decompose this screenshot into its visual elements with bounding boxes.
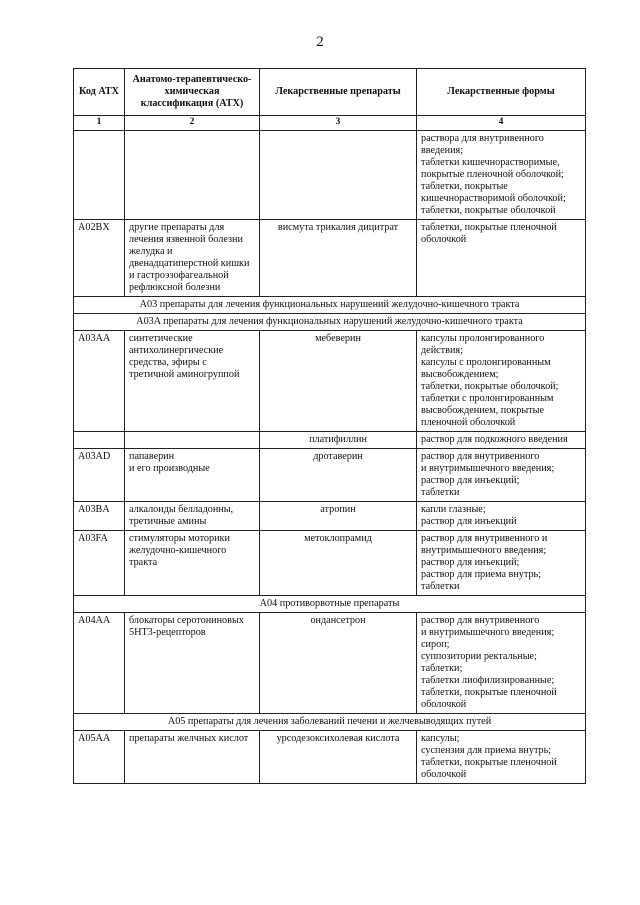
section-heading: A03 препараты для лечения функциональных нарушений желудочно-кишечного тракта: [74, 297, 586, 314]
dosage-form-line: таблетки, покрытые пленочной: [421, 222, 557, 233]
section-heading: A05 препараты для лечения заболеваний печени и желчевыводящих путей: [74, 714, 586, 731]
dosage-form-line: суппозитории ректальные;: [421, 651, 537, 662]
atx-code: A03AD: [74, 449, 125, 502]
atx-code: A05AA: [74, 731, 125, 784]
section-row: [74, 297, 586, 314]
column-number: 3: [260, 116, 417, 131]
classification-line: блокаторы серотониновых: [129, 615, 244, 626]
header-code: Код АТХ: [74, 69, 125, 116]
classification-line: синтетические: [129, 333, 193, 344]
drug-name: [260, 131, 417, 220]
dosage-form-line: раствор для инъекций;: [421, 557, 520, 568]
drug-name: висмута трикалия дицитрат: [260, 220, 417, 297]
atx-code: A03FA: [74, 531, 125, 596]
dosage-form-line: высвобождением, покрытые: [421, 405, 544, 416]
table-row: [74, 502, 586, 531]
classification-line: желудочно-кишечного: [129, 545, 227, 556]
dosage-form-line: таблетки, покрытые: [421, 181, 508, 192]
table-body: [74, 131, 586, 784]
section-row: [74, 596, 586, 613]
dosage-form-line: пленочной оболочкой: [421, 417, 516, 428]
dosage-form-line: раствор для инъекций;: [421, 475, 520, 486]
dosage-forms: [417, 331, 586, 432]
header-forms: Лекарственные формы: [417, 69, 586, 116]
dosage-forms: [417, 731, 586, 784]
dosage-forms: [417, 613, 586, 714]
classification-line: третичной аминогруппой: [129, 369, 240, 380]
classification-line: лечения язвенной болезни: [129, 234, 243, 245]
dosage-forms: [417, 449, 586, 502]
atx-classification: [125, 613, 260, 714]
classification-line: другие препараты для: [129, 222, 225, 233]
column-number: 4: [417, 116, 586, 131]
atx-classification: [125, 331, 260, 432]
section-row: [74, 314, 586, 331]
classification-line: и его производные: [129, 463, 210, 474]
table-row: [74, 331, 586, 432]
classification-line: папаверин: [129, 451, 175, 462]
drug-name: урсодезоксихолевая кислота: [260, 731, 417, 784]
atx-classification: [125, 731, 260, 784]
dosage-form-line: оболочкой: [421, 699, 467, 710]
atx-table: [73, 68, 586, 784]
column-number-row: [74, 116, 586, 131]
header-drugs: Лекарственные препараты: [260, 69, 417, 116]
classification-line: и гастроэзофагеальной: [129, 270, 229, 281]
dosage-form-line: высвобождением;: [421, 369, 499, 380]
classification-line: стимуляторы моторики: [129, 533, 230, 544]
dosage-form-line: внутримышечного введения;: [421, 545, 547, 556]
dosage-form-line: таблетки;: [421, 663, 463, 674]
dosage-form-line: раствор для приема внутрь;: [421, 569, 542, 580]
dosage-form-line: таблетки: [421, 487, 460, 498]
table-row: [74, 220, 586, 297]
dosage-form-line: капсулы с пролонгированным: [421, 357, 551, 368]
classification-line: желудка и: [129, 246, 173, 257]
classification-line: 5HT3-рецепторов: [129, 627, 206, 638]
atx-code: A03BA: [74, 502, 125, 531]
dosage-form-line: раствор для внутривенного: [421, 451, 540, 462]
atx-classification: [125, 502, 260, 531]
dosage-form-line: и внутримышечного введения;: [421, 627, 555, 638]
column-number: 1: [74, 116, 125, 131]
drug-name: дротаверин: [260, 449, 417, 502]
section-heading: A03A препараты для лечения функциональных нарушений желудочно-кишечного тракта: [74, 314, 586, 331]
table-row: [74, 449, 586, 502]
drug-name: платифиллин: [260, 432, 417, 449]
dosage-form-line: таблетки с пролонгированным: [421, 393, 554, 404]
section-row: [74, 714, 586, 731]
dosage-form-line: таблетки: [421, 581, 460, 592]
drug-name: метоклопрамид: [260, 531, 417, 596]
classification-line: рефлюксной болезни: [129, 282, 221, 293]
atx-code: A03AA: [74, 331, 125, 432]
classification-line: алкалоиды белладонны,: [129, 504, 234, 515]
atx-classification: [125, 220, 260, 297]
table-row: [74, 731, 586, 784]
dosage-form-line: таблетки, покрытые оболочкой;: [421, 381, 559, 392]
drug-name: атропин: [260, 502, 417, 531]
dosage-form-line: таблетки лиофилизированные;: [421, 675, 555, 686]
dosage-form-line: действия;: [421, 345, 463, 356]
table-row: [74, 613, 586, 714]
dosage-form-line: оболочкой: [421, 234, 467, 245]
classification-line: тракта: [129, 557, 158, 568]
table-row: [74, 131, 586, 220]
dosage-form-line: капсулы пролонгированного: [421, 333, 545, 344]
dosage-form-line: таблетки, покрытые оболочкой: [421, 205, 556, 216]
dosage-form-line: кишечнорастворимой оболочкой;: [421, 193, 566, 204]
dosage-form-line: таблетки кишечнорастворимые,: [421, 157, 560, 168]
dosage-form-line: и внутримышечного введения;: [421, 463, 555, 474]
classification-line: средства, эфиры с: [129, 357, 207, 368]
dosage-form-line: суспензия для приема внутрь;: [421, 745, 552, 756]
classification-line: препараты желчных кислот: [129, 733, 249, 744]
header-classification: Анатомо-терапевтическо-химическая классификация (АТХ): [125, 69, 260, 116]
dosage-form-line: таблетки, покрытые пленочной: [421, 687, 557, 698]
classification-line: антихолинергические: [129, 345, 224, 356]
dosage-form-line: капсулы;: [421, 733, 460, 744]
column-number: 2: [125, 116, 260, 131]
dosage-form-line: раствор для инъекций: [421, 516, 517, 527]
drug-name: ондансетрон: [260, 613, 417, 714]
dosage-forms: [417, 531, 586, 596]
dosage-form-line: сироп;: [421, 639, 450, 650]
dosage-form-line: таблетки, покрытые пленочной: [421, 757, 557, 768]
dosage-form-line: раствор для подкожного введения: [421, 434, 568, 445]
dosage-form-line: оболочкой: [421, 769, 467, 780]
atx-classification: [125, 432, 260, 449]
atx-code: A04AA: [74, 613, 125, 714]
dosage-form-line: капли глазные;: [421, 504, 486, 515]
atx-classification: [125, 131, 260, 220]
dosage-form-line: раствор для внутривенного и: [421, 533, 548, 544]
classification-line: третичные амины: [129, 516, 207, 527]
atx-code: [74, 131, 125, 220]
dosage-form-line: раствор для внутривенного: [421, 615, 540, 626]
page-number: 2: [316, 34, 324, 50]
table-row: [74, 432, 586, 449]
atx-code: A02BX: [74, 220, 125, 297]
dosage-form-line: покрытые пленочной оболочкой;: [421, 169, 564, 180]
section-heading: A04 противорвотные препараты: [74, 596, 586, 613]
atx-classification: [125, 449, 260, 502]
header-row: [74, 69, 586, 116]
atx-code: [74, 432, 125, 449]
dosage-forms: [417, 502, 586, 531]
drug-name: мебеверин: [260, 331, 417, 432]
dosage-form-line: раствора для внутривенного: [421, 133, 544, 144]
dosage-forms: [417, 432, 586, 449]
table-row: [74, 531, 586, 596]
classification-line: двенадцатиперстной кишки: [129, 258, 250, 269]
dosage-forms: [417, 220, 586, 297]
atx-classification: [125, 531, 260, 596]
dosage-form-line: введения;: [421, 145, 464, 156]
dosage-forms: [417, 131, 586, 220]
